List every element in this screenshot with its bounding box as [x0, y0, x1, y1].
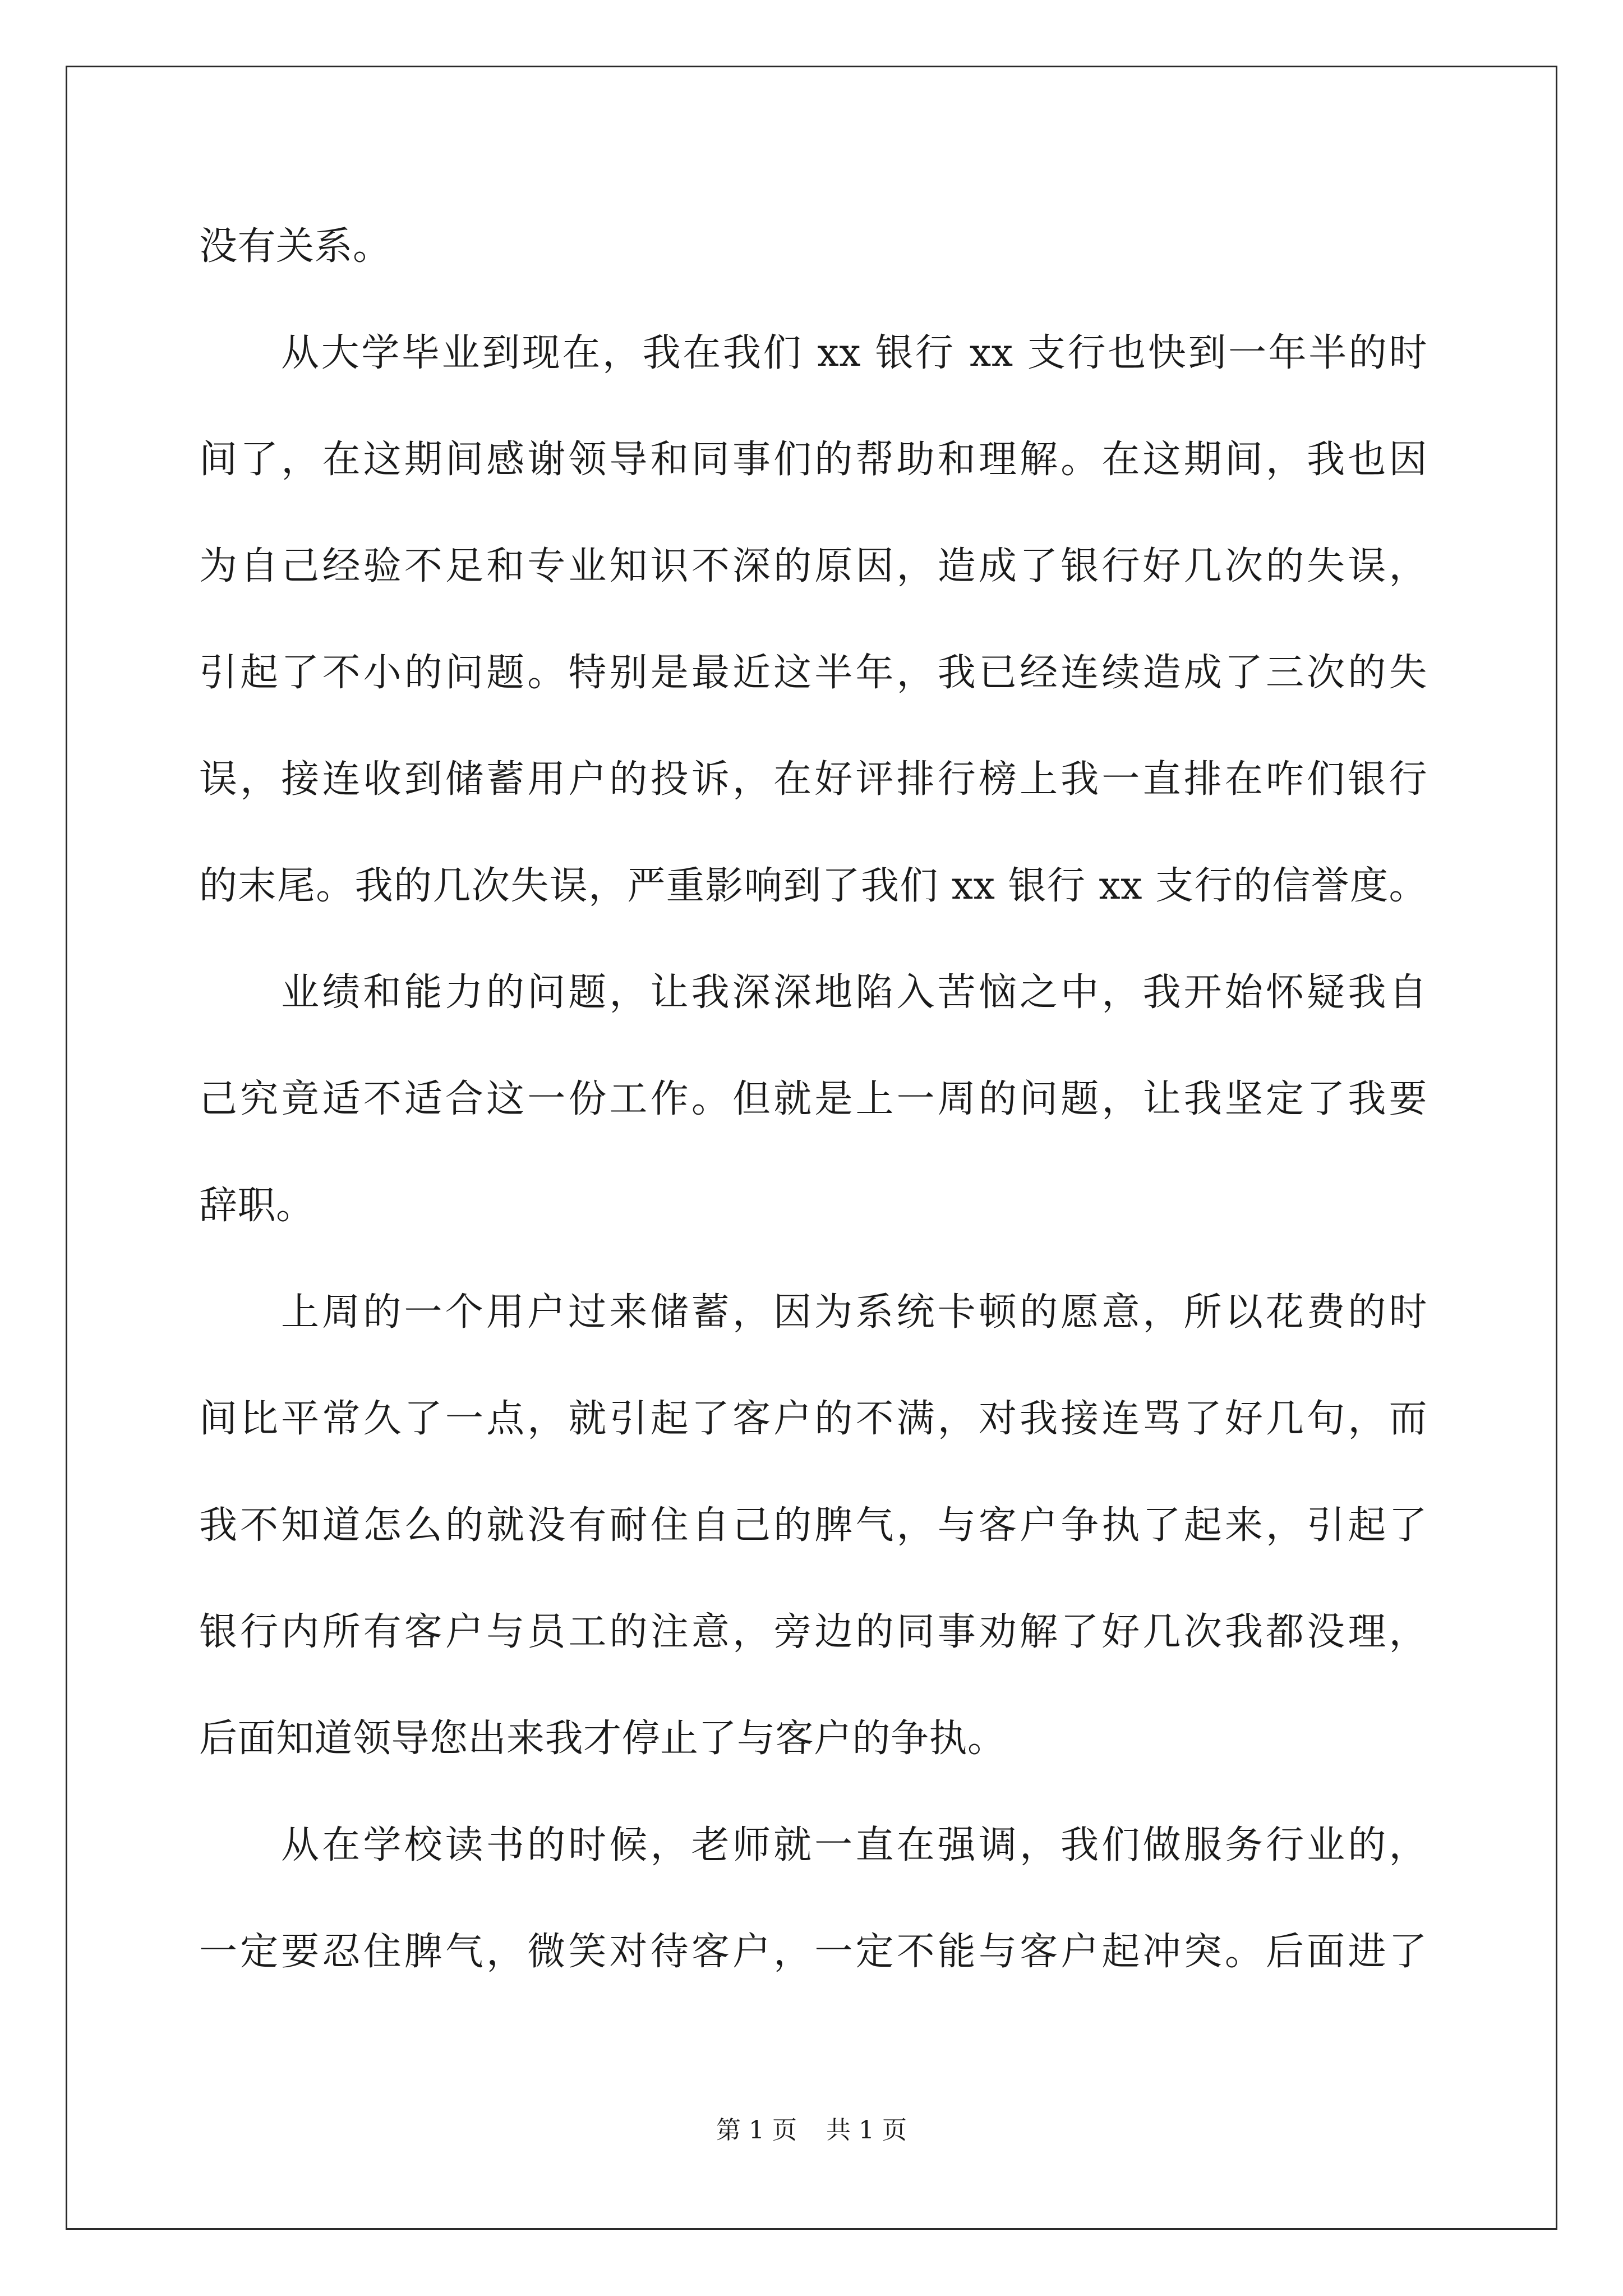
text-line: 误，接连收到储蓄用户的投诉，在好评排行榜上我一直排在咋们银行: [199, 757, 1427, 802]
page-border: [66, 66, 1557, 2230]
page-number: 第 1 页: [716, 2116, 797, 2145]
text-line: 从大学毕业到现在，我在我们 xx 银行 xx 支行也快到一年半的时: [281, 331, 1427, 375]
text-line: 一定要忍住脾气，微笑对待客户，一定不能与客户起冲突。后面进了: [199, 1930, 1427, 1974]
text-line: 的末尾。我的几次失误，严重影响到了我们 xx 银行 xx 支行的信誉度。: [199, 864, 1427, 908]
text-line: 业绩和能力的问题，让我深深地陷入苦恼之中，我开始怀疑我自: [281, 970, 1427, 1015]
text-line: 辞职。: [199, 1184, 315, 1228]
text-line: 为自己经验不足和专业知识不深的原因，造成了银行好几次的失误，: [199, 544, 1427, 588]
text-line: 间了，在这期间感谢领导和同事们的帮助和理解。在这期间，我也因: [199, 438, 1427, 482]
page-total: 共 1 页: [826, 2116, 907, 2145]
page-footer: [0, 2114, 1623, 2147]
text-line: 间比平常久了一点，就引起了客户的不满，对我接连骂了好几句，而: [199, 1397, 1427, 1441]
text-line: 引起了不小的问题。特别是最近这半年，我已经连续造成了三次的失: [199, 651, 1427, 695]
text-line: 没有关系。: [199, 224, 391, 269]
text-line: 我不知道怎么的就没有耐住自己的脾气，与客户争执了起来，引起了: [199, 1503, 1427, 1548]
text-line: 后面知道领导您出来我才停止了与客户的争执。: [199, 1717, 1006, 1761]
text-line: 上周的一个用户过来储蓄，因为系统卡顿的愿意，所以花费的时: [281, 1290, 1427, 1335]
text-line: 银行内所有客户与员工的注意，旁边的同事劝解了好几次我都没理，: [199, 1610, 1427, 1654]
text-line: 己究竟适不适合这一份工作。但就是上一周的问题，让我坚定了我要: [199, 1077, 1427, 1121]
text-line: 从在学校读书的时候，老师就一直在强调，我们做服务行业的，: [281, 1823, 1427, 1867]
